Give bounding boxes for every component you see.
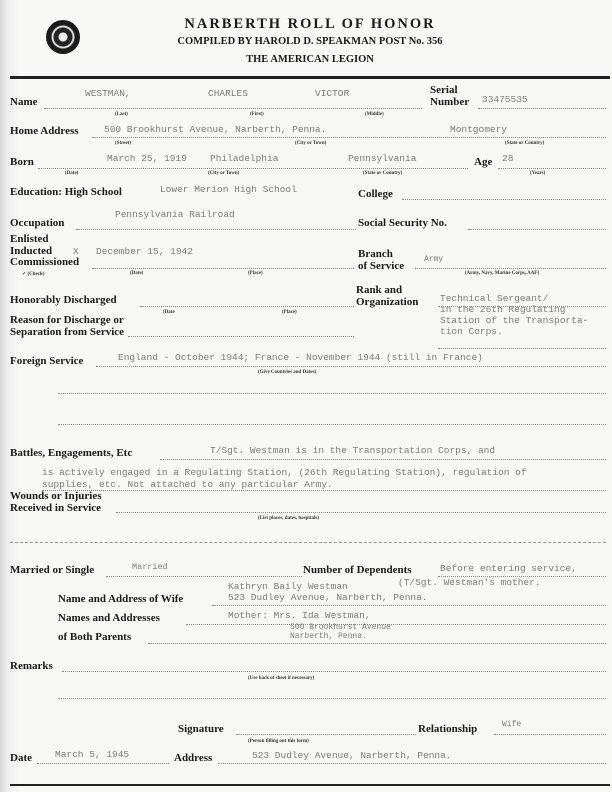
occupation-value[interactable]: Pennsylvania Railroad [115,209,235,220]
wife-name-value[interactable]: Kathryn Baily Westman [228,581,348,592]
header-rule [10,76,610,79]
name-line [44,108,422,109]
relationship-value[interactable]: Wife [502,720,522,729]
birth-state-value[interactable]: Pennsylvania [348,153,417,164]
discharge-place-hint: (Place) [282,310,297,315]
born-line [38,168,468,169]
organization-name: THE AMERICAN LEGION [246,54,374,65]
inducted-date-value[interactable]: December 15, 1942 [96,246,193,257]
age-label: Age [474,156,493,168]
discharged-line [140,306,354,307]
branch-label: Branch of Service [358,248,405,272]
parents-label-2: of Both Parents [58,631,132,643]
wife-address-value[interactable]: 523 Dudley Avenue, Narberth, Penna. [228,592,428,603]
city-hint: (City or Town) [295,141,327,146]
birth-state-hint: (State or Country) [363,171,403,176]
first-hint: (First) [250,112,264,117]
battles-line-2 [42,490,606,491]
home-address-label: Home Address [10,125,79,137]
occupation-label: Occupation [10,217,65,229]
rank-value[interactable]: Technical Sergeant/ in the 26th Regulating Station of the Transporta- tion Corps. [440,293,589,337]
education-label: Education: High School [10,186,122,198]
parents-line-2 [148,643,606,644]
middle-hint: (Middle) [365,112,384,117]
dependents-label: Number of Dependents [303,564,412,576]
foreign-service-label: Foreign Service [10,355,84,367]
street-hint: (Street) [115,141,132,146]
relationship-label: Relationship [418,723,478,735]
age-value[interactable]: 28 [502,153,514,164]
rank-line-1 [438,306,606,307]
serial-label: Serial Number [430,84,470,108]
date-hint: (Date) [65,171,79,176]
wife-label: Name and Address of Wife [58,593,184,605]
birth-date-value[interactable]: March 25, 1919 [107,153,187,164]
wounds-label: Wounds or Injuries Received in Service [10,490,102,514]
last-name-value[interactable]: WESTMAN, [85,88,131,99]
battles-line-2-value[interactable]: is actively engaged in a Regulating Station, (26th Regulating Station), regulation of [42,467,527,478]
foreign-service-line-3 [58,424,606,425]
ssn-line [468,229,606,230]
reason-label: Reason for Discharge or Separation from Service [10,314,125,338]
serial-number-value[interactable]: 33475535 [482,94,528,105]
married-label: Married or Single [10,564,95,576]
parents-label-1: Names and Addresses [58,612,160,624]
college-label: College [358,188,393,200]
foreign-service-line-2 [58,393,606,394]
battles-line-1 [160,459,606,460]
form-address-value[interactable]: 523 Dudley Avenue, Narberth, Penna. [252,750,452,761]
parents-value-3[interactable]: Narberth, Penna. [290,632,367,641]
date-label: Date [10,752,32,764]
dependents-value[interactable]: Before entering service, [440,563,577,574]
foreign-service-value[interactable]: England - October 1944; France - November 1944 (still in France) [118,352,483,363]
foreign-hint: (Give Countries and Dates) [258,370,317,375]
branch-value[interactable]: Army [424,255,444,264]
remarks-line-1 [62,671,606,672]
serial-line [478,108,606,109]
county-value[interactable]: Montgomery [450,124,508,135]
inducted-line [92,268,354,269]
battles-line-3-value[interactable]: supplies, etc. Not attached to any particular Army. [42,479,333,490]
battles-label: Battles, Engagements, Etc [10,447,133,459]
dependents-value-2[interactable]: (T/Sgt. Westman's mother. [398,577,541,588]
born-label: Born [10,156,34,168]
last-hint: (Last) [115,112,128,117]
foreign-service-line [96,366,606,367]
date-line [37,763,169,764]
place-hint: (Place) [248,271,263,276]
birth-city-value[interactable]: Philadelphia [210,153,279,164]
reason-line [128,336,354,337]
rank-line-2 [438,348,606,349]
parents-value-1[interactable]: Mother: Mrs. Ida Westman, [228,610,371,621]
rank-label: Rank and Organization [356,284,419,308]
middle-name-value[interactable]: VICTOR [315,88,350,99]
wounds-hint: (List places, dates, hospitals) [258,516,319,521]
name-label: Name [10,96,38,108]
check-hint: ✓ (Check) [22,272,45,277]
remarks-label: Remarks [10,660,53,672]
occupation-line [76,229,356,230]
form-title: NARBERTH ROLL OF HONOR [184,16,436,32]
branch-line [415,268,606,269]
section-divider [10,542,606,543]
parents-value-2[interactable]: 500 Brookhurst Avenue [290,623,391,632]
signature-line [236,734,416,735]
enlistment-labels: Enlisted Inducted Commissioned [10,233,80,268]
discharge-date-hint: (Date [163,310,175,315]
home-address-line [92,137,606,138]
parents-line-1 [186,624,606,625]
address-line [218,763,606,764]
first-name-value[interactable]: CHARLES [208,88,248,99]
inducted-date-hint: (Date) [130,271,144,276]
battles-line-1-value[interactable]: T/Sgt. Westman is in the Transportation Corps, and [210,445,496,456]
college-line [402,199,606,200]
signature-hint: (Person filling out this form) [248,739,309,744]
married-line [106,576,302,577]
american-legion-emblem-icon [46,20,80,54]
inducted-check-value[interactable]: X [73,246,79,257]
signature-label: Signature [178,723,224,735]
address-label: Address [174,752,213,764]
discharged-label: Honorably Discharged [10,294,117,306]
married-value[interactable]: Married [132,562,168,572]
form-date-value[interactable]: March 5, 1945 [55,749,130,760]
high-school-value[interactable]: Lower Merion High School [160,184,297,195]
remarks-line-2 [58,698,606,699]
birth-city-hint: (City or Town) [208,171,240,176]
wife-line [212,605,606,606]
branch-hint: (Army, Navy, Marine Corps, AAF) [465,271,540,276]
remarks-hint: (Use back of sheet if necessary) [248,676,315,681]
ssn-label: Social Security No. [358,217,447,229]
age-line [498,168,606,169]
years-hint: (Years) [530,171,546,176]
wounds-line [116,512,606,513]
compiled-by: COMPILED BY HAROLD D. SPEAKMAN POST No. 356 [177,36,443,47]
state-hint: (State or Country) [505,141,545,146]
footer-rule [10,784,610,786]
street-value[interactable]: 500 Brookhurst Avenue, Narberth, Penna. [104,124,327,135]
relationship-line [494,734,606,735]
